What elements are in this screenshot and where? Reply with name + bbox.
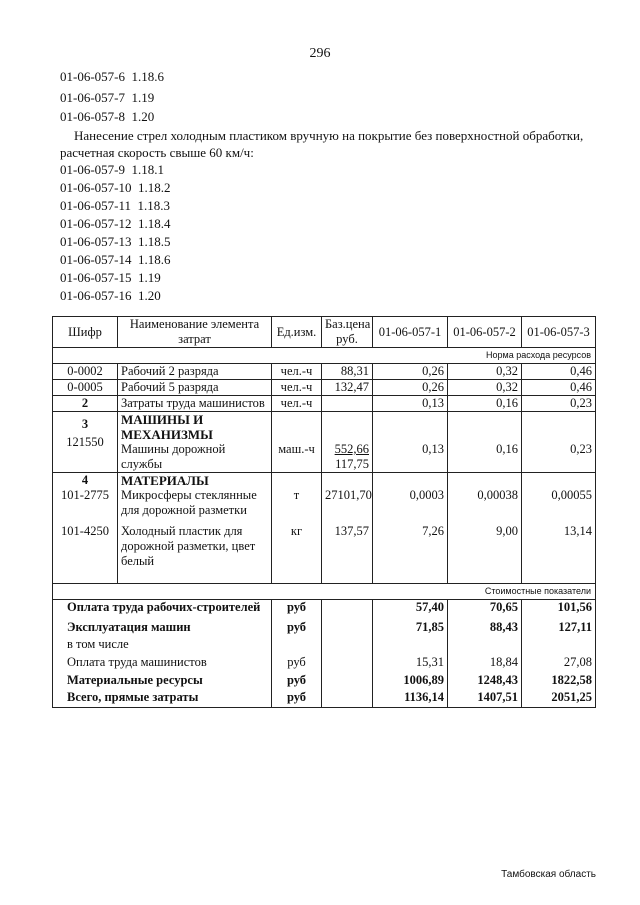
cell-code: 2 [53,396,118,412]
column-header: 01-06-057-2 [448,317,522,348]
cell-name [118,412,272,473]
cost-unit: руб [272,652,322,670]
cell-unit: т [272,473,322,519]
cell-value: 7,26 [373,518,448,584]
cell-price: 88,31 [322,364,373,380]
cell-value: 0,00055 [522,473,596,519]
table-row [53,396,596,412]
cell-value: 13,14 [522,518,596,584]
cost-name: Материальные ресурсы [53,670,272,688]
cell-code: 0-0002 [53,364,118,380]
cell-value: 0,32 [448,380,522,396]
cost-name: в том числе [53,635,272,652]
cost-value: 27,08 [522,652,596,670]
cost-name: Эксплуатация машин [53,615,272,635]
table-row [53,364,596,380]
norm-label: Норма расхода ресурсов [53,348,596,364]
cost-name: Оплата труда машинистов [53,652,272,670]
description-paragraph: Нанесение стрел холодным пластиком вручную на покрытие без поверхностной обработки, расчетная скорость свыше 60 км/ч: [60,128,584,160]
cell-value: 0,0003 [373,473,448,519]
cell-price: 27101,70 [322,473,373,519]
cost-value: 2051,25 [522,688,596,708]
cell-unit: чел.-ч [272,396,322,412]
cost-row [53,652,596,670]
section-label-row [53,584,596,600]
section-title: МАШИНЫ И МЕХАНИЗМЫ [121,412,213,442]
cell-code [53,412,118,473]
column-header: Шифр [53,317,118,348]
cell-code [53,473,118,519]
cell-value: 0,46 [522,380,596,396]
cell-price: 132,47 [322,380,373,396]
cost-unit: руб [272,670,322,688]
cost-value: 88,43 [448,615,522,635]
cell-name: Рабочий 5 разряда [118,380,272,396]
cost-row [53,600,596,616]
cell-price [322,412,373,473]
cost-value: 1136,14 [373,688,448,708]
column-header: Наименование элемента затрат [118,317,272,348]
price-primary: 552,66 [334,442,369,456]
cell-value: 0,13 [373,396,448,412]
table-row [53,380,596,396]
cost-name: Всего, прямые затраты [53,688,272,708]
cell-value: 9,00 [448,518,522,584]
cost-value: 1006,89 [373,670,448,688]
code-line: 01-06-057-14 1.18.6 [60,252,171,267]
code-line: 01-06-057-10 1.18.2 [60,180,171,195]
resource-name: Микросферы стеклянные для дорожной разметки [121,488,257,517]
cost-value: 1248,43 [448,670,522,688]
column-header: Баз.цена руб. [322,317,373,348]
code-line: 01-06-057-6 1.18.6 [60,69,164,84]
table-header-row [53,317,596,348]
table-row [53,473,596,519]
code-line: 01-06-057-16 1.20 [60,288,161,303]
cell-price [322,396,373,412]
cell-unit: чел.-ч [272,380,322,396]
cost-value: 18,84 [448,652,522,670]
cost-label: Стоимостные показатели [53,584,596,600]
cell-value: 0,23 [522,396,596,412]
cell-name [118,473,272,519]
cost-unit: руб [272,688,322,708]
code-line: 01-06-057-15 1.19 [60,270,161,285]
cell-unit: кг [272,518,322,584]
cost-row [53,688,596,708]
cost-name: Оплата труда рабочих-строителей [53,600,272,616]
cost-value: 15,31 [373,652,448,670]
code-line: 01-06-057-13 1.18.5 [60,234,171,249]
cell-value: 0,46 [522,364,596,380]
resource-code: 101-2775 [61,488,109,502]
cost-value: 101,56 [522,600,596,616]
cost-value: 70,65 [448,600,522,616]
cell-unit: маш.-ч [272,412,322,473]
code-line: 01-06-057-11 1.18.3 [60,198,171,213]
cell-value: 0,00038 [448,473,522,519]
section-label-row [53,348,596,364]
cost-row [53,615,596,635]
cost-value: 127,11 [522,615,596,635]
page-number: 296 [309,46,331,61]
cell-value: 0,32 [448,364,522,380]
cost-unit: руб [272,615,322,635]
resource-name: Машины дорожной службы [121,442,226,471]
cell-value: 0,13 [373,412,448,473]
cell-code: 101-4250 [53,518,118,584]
cell-value: 0,23 [522,412,596,473]
cost-unit: руб [272,600,322,616]
column-header: 01-06-057-3 [522,317,596,348]
footer-region: Тамбовская область [501,869,596,880]
code-line: 01-06-057-12 1.18.4 [60,216,171,231]
resource-table [52,316,596,708]
cost-value: 1407,51 [448,688,522,708]
cell-name: Холодный пластик для дорожной разметки, цвет белый [118,518,272,584]
price-secondary: 117,75 [335,457,369,471]
cell-value: 0,26 [373,364,448,380]
code-line: 01-06-057-7 1.19 [60,90,155,105]
cost-row [53,670,596,688]
column-header: 01-06-057-1 [373,317,448,348]
cell-value: 0,16 [448,396,522,412]
cell-name: Рабочий 2 разряда [118,364,272,380]
cell-price: 137,57 [322,518,373,584]
cost-value: 57,40 [373,600,448,616]
resource-code: 121550 [66,435,104,449]
cell-unit: чел.-ч [272,364,322,380]
cell-name: Затраты труда машинистов [118,396,272,412]
cell-value: 0,26 [373,380,448,396]
cost-value: 1822,58 [522,670,596,688]
cost-row [53,635,596,652]
cost-value: 71,85 [373,615,448,635]
section-number: 4 [81,473,89,487]
cell-value: 0,16 [448,412,522,473]
table-row [53,518,596,584]
cell-code: 0-0005 [53,380,118,396]
column-header: Ед.изм. [272,317,322,348]
table-row [53,412,596,473]
code-line: 01-06-057-9 1.18.1 [60,162,164,177]
section-number: 3 [81,417,89,431]
code-line: 01-06-057-8 1.20 [60,109,155,124]
section-title: МАТЕРИАЛЫ [121,473,209,488]
